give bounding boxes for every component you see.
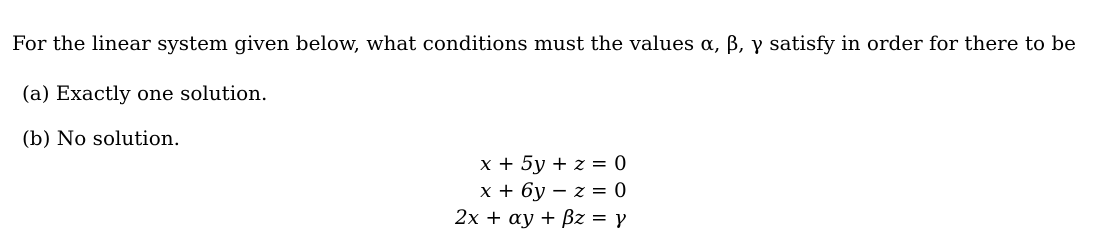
equation-1-lhs: x + 5y + z: [480, 151, 585, 175]
equation-row: [455, 204, 627, 231]
item-b: [22, 125, 180, 151]
equation-3-rhs: = γ: [590, 205, 626, 229]
item-b-text: No solution.: [56, 126, 180, 150]
equation-2-rhs: = 0: [590, 178, 627, 202]
problem-intro: For the linear system given below, what conditions must the values α, β, γ satisfy in order for there to be: [12, 31, 1077, 55]
equation-2-lhs: x + 6y − z: [480, 178, 585, 202]
item-a-label: (a): [22, 81, 50, 105]
equation-table: [455, 150, 627, 231]
linear-system: [455, 150, 627, 231]
item-a: [22, 80, 267, 106]
equation-1-rhs: = 0: [590, 151, 627, 175]
equation-row: [455, 177, 627, 204]
item-b-label: (b): [22, 126, 51, 150]
equation-row: [455, 150, 627, 177]
item-a-text: Exactly one solution.: [55, 81, 268, 105]
equation-3-lhs: 2x + αy + βz: [455, 205, 585, 229]
